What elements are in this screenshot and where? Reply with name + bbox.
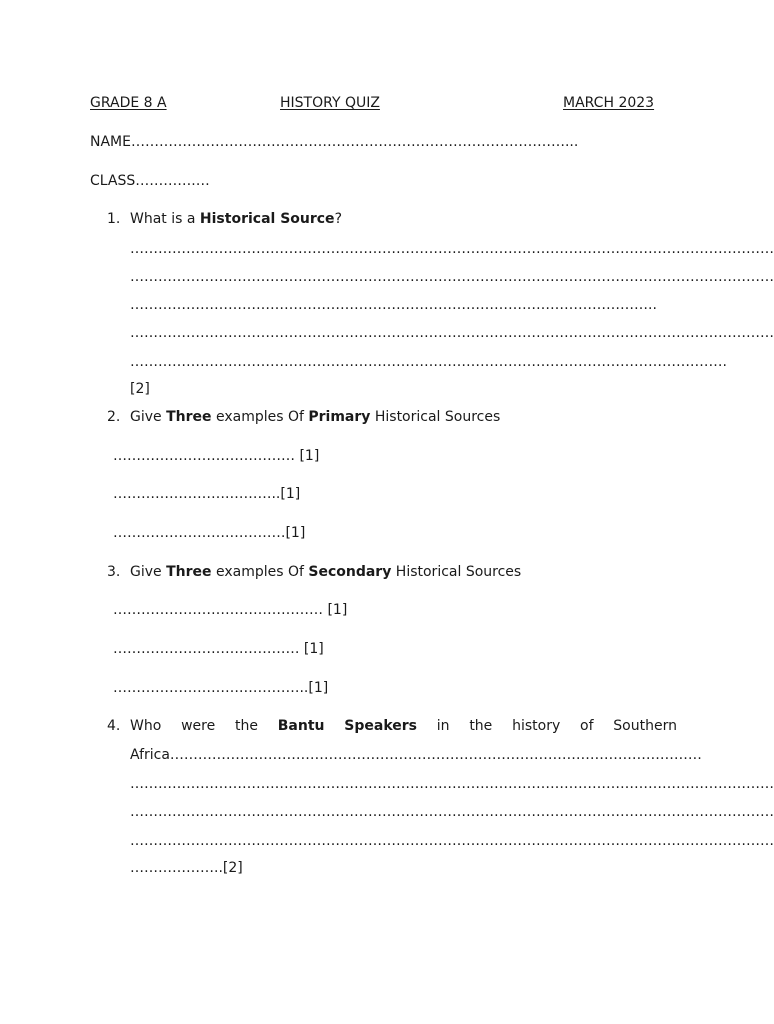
q2-answer-2[interactable]: …………………….………..[1] [113, 486, 301, 502]
q4-word: the [234, 718, 258, 734]
q3-answer-3[interactable]: ……………………….…………..[1] [113, 680, 329, 696]
q2-question: Give Three examples Of Primary Historical Sources [130, 409, 501, 425]
q4-word: of [580, 718, 594, 734]
q4-answer-line-5[interactable]: ………………..[2] [130, 860, 243, 876]
q1-answer-line-1[interactable]: ………………………………………………………………………………………………………………………… [130, 241, 774, 257]
q4-answer-line-3[interactable]: ………………………………………………………………………………………………………………………… [130, 804, 774, 820]
q4-answer-line-1[interactable]: Africa…………………………………………………………………………………………………… [130, 747, 702, 763]
q4-word: Bantu [277, 718, 325, 734]
q3-number: 3. [107, 564, 121, 580]
q4-answer-line-4[interactable]: ………………………………………………………………………………………………………………………… [130, 833, 774, 849]
name-field[interactable]: NAME…………………………………………………………………………………... [90, 134, 579, 150]
q4-word: in [436, 718, 450, 734]
grade-label: GRADE 8 A [90, 95, 167, 111]
q2-number: 2. [107, 409, 121, 425]
q4-word: Who [130, 718, 162, 734]
q4-word: history [512, 718, 561, 734]
class-field[interactable]: CLASS………….… [90, 173, 210, 189]
q4-word: Southern [613, 718, 677, 734]
q1-marks: [2] [130, 381, 150, 397]
q1-question: What is a Historical Source? [130, 211, 342, 227]
q1-answer-line-5[interactable]: ………………………………………………………………………………………………………….……. [130, 354, 727, 370]
q2-answer-1[interactable]: ………………………………… [1] [113, 448, 320, 464]
q4-word: Speakers [344, 718, 417, 734]
q1-answer-line-3[interactable]: ………………………………………………………………………………………………….. [130, 297, 657, 313]
q4-number: 4. [107, 718, 121, 734]
q4-word: were [181, 718, 216, 734]
quiz-title: HISTORY QUIZ [280, 95, 380, 111]
q4-answer-line-2[interactable]: ………………………………………………………………………………………………………………………… [130, 776, 774, 792]
q4-question [130, 717, 677, 735]
q1-number: 1. [107, 211, 121, 227]
q1-answer-line-2[interactable]: ………………………………………………………………………………………………………………………… [130, 269, 774, 285]
q1-answer-line-4[interactable]: ………………………………………………………………………………………………………………………… [130, 325, 774, 341]
quiz-date: MARCH 2023 [563, 95, 655, 111]
q3-answer-1[interactable]: ……………………………………… [1] [113, 602, 348, 618]
q3-question: Give Three examples Of Secondary Historical Sources [130, 564, 522, 580]
q3-answer-2[interactable]: ……………………….………… [1] [113, 641, 324, 657]
q4-word: the [469, 718, 493, 734]
q2-answer-3[interactable]: …………………….…………[1] [113, 525, 306, 541]
